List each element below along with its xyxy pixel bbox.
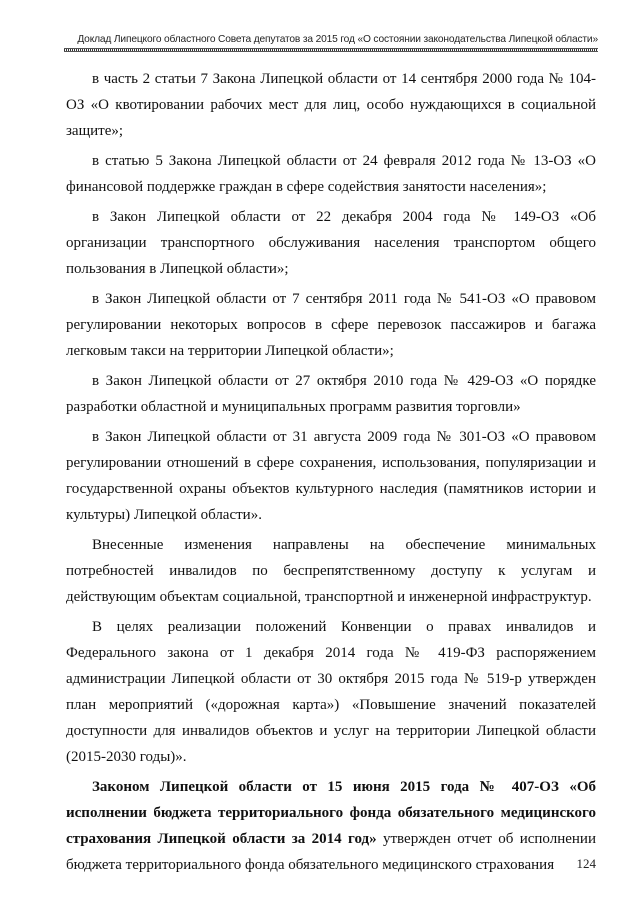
paragraph-3: в Закон Липецкой области от 22 декабря 2004 года № 149-ОЗ «Об организации транспортного обслуживания населения транспортом общего пользования в Липецкой области»; — [66, 209, 596, 277]
header-rule — [64, 48, 598, 52]
bold-law-title: Законом Липецкой области от 15 июня 2015 года № 407-ОЗ «Об исполнении бюджета территориального фонда обязательного медицинского страхования Липецкой области за 2014 год» — [66, 779, 596, 847]
paragraph-6: в Закон Липецкой области от 31 августа 2009 года № 301-ОЗ «О правовом регулировании отношений в сфере сохранения, использования, популяризации и государственной охраны объектов культурного наследия (памятников истории и культуры) Липецкой области». — [66, 429, 596, 523]
paragraph-9 — [66, 774, 596, 878]
paragraph-1: в часть 2 статьи 7 Закона Липецкой области от 14 сентября 2000 года № 104-ОЗ «О квотировании рабочих мест для лиц, особо нуждающихся в социальной защите»; — [66, 71, 596, 139]
document-body — [66, 66, 596, 878]
paragraph-8: В целях реализации положений Конвенции о правах инвалидов и Федерального закона от 1 декабря 2014 года № 419-ФЗ распоряжением администрации Липецкой области от 30 октября 2015 года № 519-р утвержден план мероприятий («дорожная карта») «Повышение значений показателей доступности для инвалидов объектов и услуг на территории Липецкой области (2015-2030 годы)». — [66, 619, 596, 765]
paragraph-4: в Закон Липецкой области от 7 сентября 2011 года № 541-ОЗ «О правовом регулировании некоторых вопросов в сфере перевозок пассажиров и багажа легковым такси на территории Липецкой области»; — [66, 291, 596, 359]
page-number: 124 — [576, 856, 596, 871]
paragraph-7: Внесенные изменения направлены на обеспечение минимальных потребностей инвалидов по беспрепятственному доступу к услугам и действующим объектам социальной, транспортной и инженерной инфраструктур. — [66, 537, 596, 605]
paragraph-5: в Закон Липецкой области от 27 октября 2010 года № 429-ОЗ «О порядке разработки областной и муниципальных программ развития торговли» — [66, 373, 596, 415]
paragraph-2: в статью 5 Закона Липецкой области от 24 февраля 2012 года № 13-ОЗ «О финансовой поддержке граждан в сфере содействия занятости населения»; — [66, 153, 596, 195]
paragraph-9-rest: утвержден отчет об исполнении бюджета территориального фонда обязательного медицинского страхования — [66, 831, 596, 873]
running-header: Доклад Липецкого областного Совета депутатов за 2015 год «О состоянии законодательства Липецкой области» — [77, 34, 598, 45]
